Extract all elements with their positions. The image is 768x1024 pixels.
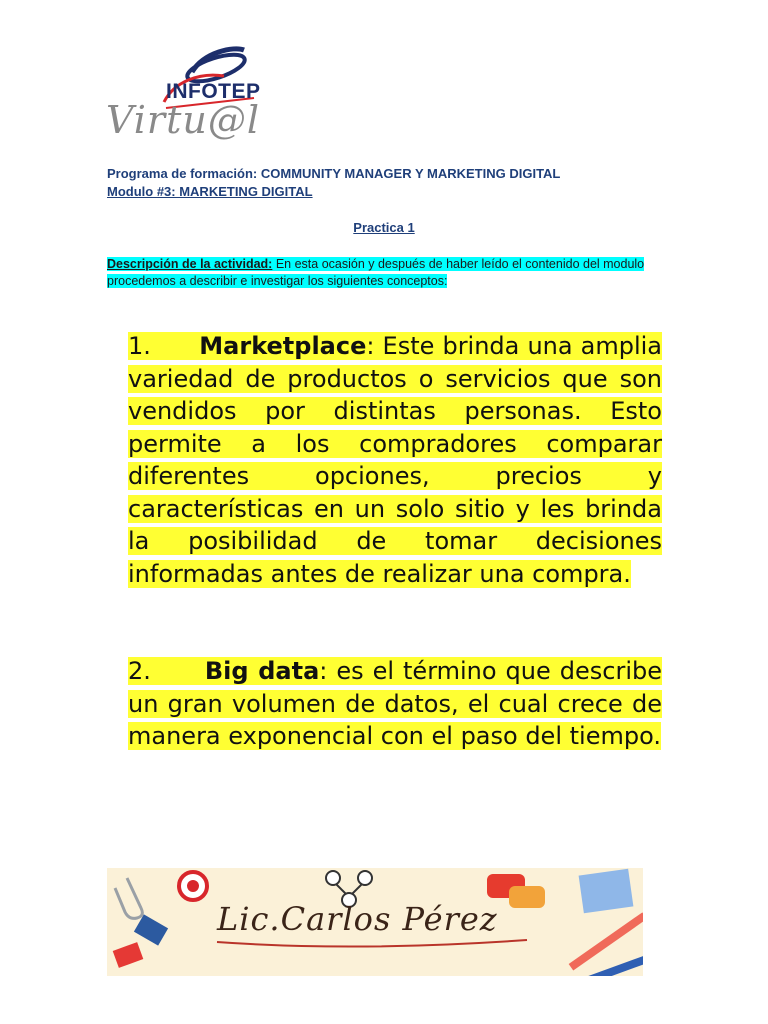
program-name: COMMUNITY MANAGER Y MARKETING DIGITAL: [260, 166, 561, 181]
sticky-note-icon: [579, 869, 634, 914]
item-term: Big data: [204, 657, 320, 685]
target-icon: [179, 872, 207, 900]
item-text: es el término que describe un gran volumen de datos, el cual crece de manera exponencial con el paso del tiempo.: [128, 657, 662, 750]
signature-banner: [107, 868, 643, 976]
program-line: [107, 166, 560, 181]
binder-clip-icon: [113, 914, 168, 968]
logo-script: Virtu@l: [106, 98, 260, 142]
description-label: Descripción de la actividad:: [107, 257, 273, 271]
concept-item-big-data: 2. Big data: es el término que describe un gran volumen de datos, el cual crece de manera exponencial con el paso del tiempo.: [128, 657, 662, 750]
activity-description: [107, 256, 662, 290]
practice-title: Practica 1: [353, 220, 415, 235]
description-text: En esta ocasión y después de haber leído el contenido del modulo procedemos a describir e investigar los siguientes conceptos:: [107, 257, 645, 288]
module-line: Modulo #3: MARKETING DIGITAL: [107, 184, 313, 199]
pencil-icon: [569, 912, 643, 976]
item-number: 1.: [128, 332, 151, 360]
item-number: 2.: [128, 657, 151, 685]
concept-item-marketplace: 1. Marketplace: Este brinda una amplia variedad de productos o servicios que son vendidos por distintas personas. Esto permite a los compradores comparar diferentes opciones, precios y características en un solo sitio y les brinda la posibilidad de tomar decisiones informadas antes de realizar una compra.: [128, 332, 662, 588]
item-term: Marketplace: [199, 332, 367, 360]
program-label: Programa de formación:: [107, 166, 258, 181]
infotep-logo: [104, 42, 264, 142]
logo-brand: INFOTEP: [166, 80, 261, 103]
paperclip-icon: [115, 878, 142, 918]
item-text: Este brinda una amplia variedad de productos o servicios que son vendidos por distintas personas. Esto permite a los compradores comparar diferentes opciones, precios y características en un solo sitio y les brinda la posibilidad de tomar decisiones informadas antes de realizar una compra.: [128, 332, 662, 588]
signature-text: Lic.Carlos Pérez: [217, 900, 498, 938]
